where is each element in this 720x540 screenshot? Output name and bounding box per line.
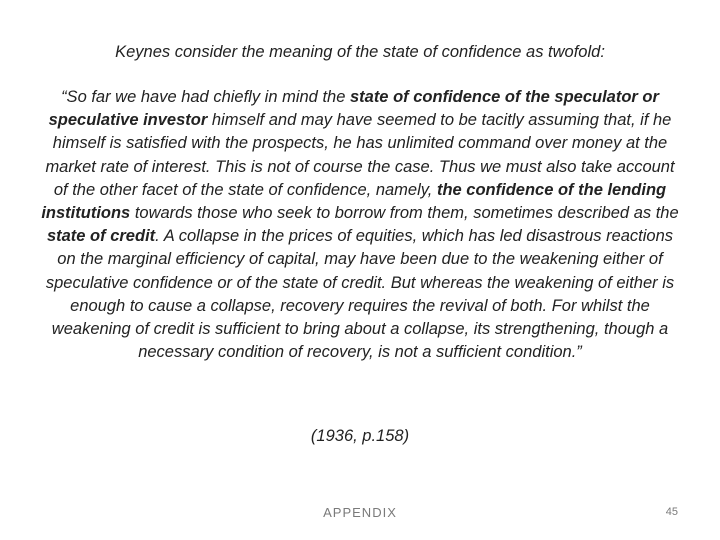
footer-label: APPENDIX — [323, 505, 397, 520]
quote-emphasis: state of confidence of the speculator or speculative investor — [48, 88, 659, 130]
quote-emphasis: state of credit — [46, 227, 156, 246]
quote-segment: “So far we have had chiefly in mind the — [61, 88, 350, 106]
quote-segment: . A collapse in the prices of equities, which has led disastrous reactions on the marginal efficiency of capital, may have been due to the weakening either of speculative confidence or of the state of credit. But whereas the weakening of either is enough to cause a collapse, recovery requires the revival of both. For whilst the weakening of credit is sufficient to bring about a collapse, its strengthening, though a necessary condition of recovery, is not a sufficient condition.” — [45, 227, 675, 362]
citation: (1936, p.158) — [310, 427, 410, 445]
quote-segment: towards those who seek to borrow from them, sometimes described as the — [130, 204, 679, 223]
quote-emphasis: the confidence of the lending institutions — [41, 180, 667, 223]
keynes-quote — [38, 86, 682, 364]
quote-segment: himself and may have seemed to be tacitly assuming that, if he himself is satisfied with the prospects, he has unlimited command over money at the market rate of interest. This is not of course the case. Thus we must also take account of the other facet of the state of confidence, namely, — [45, 111, 675, 199]
intro-text: Keynes consider the meaning of the state of confidence as twofold: — [115, 43, 605, 61]
page-number: 45 — [665, 506, 678, 518]
